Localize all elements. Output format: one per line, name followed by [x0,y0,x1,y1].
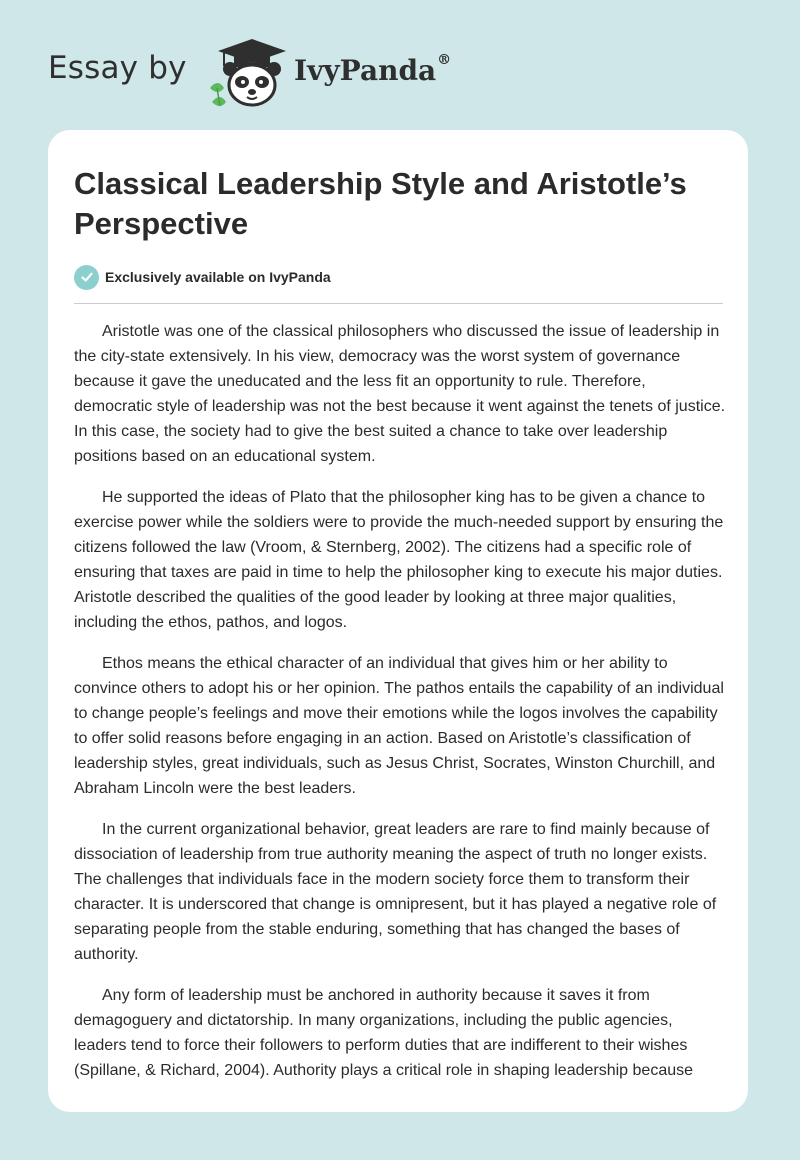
essay-by-label: Essay by [48,50,187,86]
badge-text: Exclusively available on IvyPanda [105,269,331,285]
divider [74,303,723,304]
ivypanda-logo-icon [204,36,290,108]
brand-name[interactable]: IvyPanda® [294,52,452,87]
page-title: Classical Leadership Style and Aristotle’s Perspective [74,166,687,241]
registered-mark: ® [437,52,452,68]
check-icon [74,265,99,290]
paragraph: Ethos means the ethical character of an individual that gives him or her ability to convince others to adopt his or her opinion. The pathos entails the capability of an individual to change people’s feelings and move their emotions while the logos involves the capability to offer solid reasons before engaging in an action. Based on Aristotle’s classification of leadership styles, great individuals, such as Jesus Christ, Socrates, Winston Churchill, and Abraham Lincoln were the best leaders. [74,655,724,797]
paragraph: Any form of leadership must be anchored in authority because it saves it from demagoguery and dictatorship. In many organizations, including the public agencies, leaders tend to force their followers to perform duties that are indifferent to their wishes (Spillane, & Richard, 2004). Authority plays a critical role in shaping leadership because [74,987,694,1079]
essay-body [74,319,726,1099]
paragraph: Aristotle was one of the classical philosophers who discussed the issue of leadership in the city-state extensively. In his view, democracy was the worst system of governance because it gave the uneducated and the less fit an opportunity to rule. Therefore, democratic style of leadership was not the best because it went against the tenets of justice. In this case, the society had to give the best suited a chance to take over leadership positions based on an educational system. [74,323,726,465]
paragraph: In the current organizational behavior, great leaders are rare to find mainly because of dissociation of leadership from true authority meaning the aspect of truth no longer exists. The challenges that individuals face in the modern society force them to transform their character. It is underscored that change is omnipresent, but it has played a negative role of separating people from the stable enduring, something that has changed the bases of authority. [74,821,717,963]
paragraph: He supported the ideas of Plato that the philosopher king has to be given a chance to exercise power while the soldiers were to provide the much-needed support by ensuring the citizens followed the law (Vroom, & Sternberg, 2002). The citizens had a specific role of ensuring that taxes are paid in time to help the philosopher king to execute his major duties. Aristotle described the qualities of the good leader by looking at three major qualities, including the ethos, pathos, and logos. [74,489,724,631]
site-header [48,36,508,108]
essay-card [48,130,748,1112]
exclusive-badge [74,264,331,290]
